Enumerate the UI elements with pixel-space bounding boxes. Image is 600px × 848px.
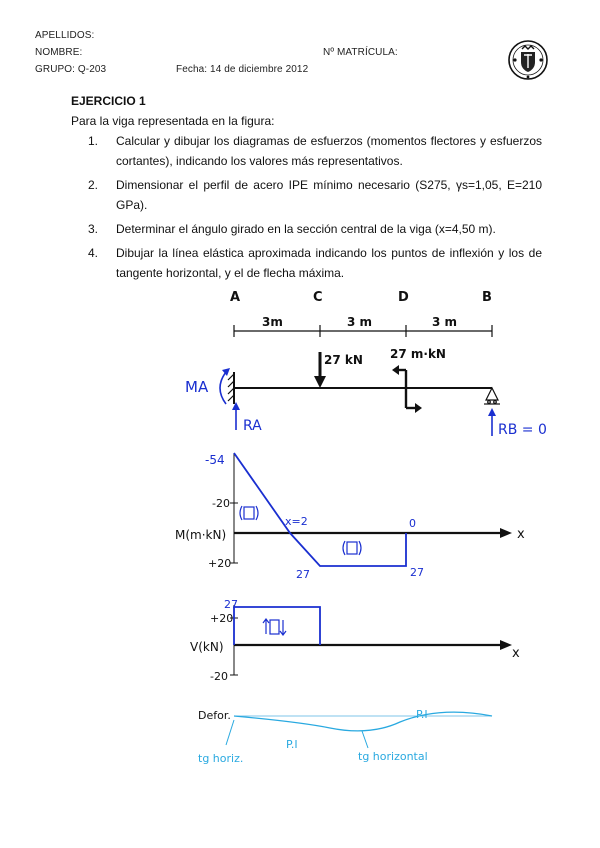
- span-label: 3m: [262, 315, 283, 329]
- reaction-a-label: RA: [243, 418, 262, 434]
- reaction-moment-arc: [220, 372, 226, 404]
- shear-diagram: [230, 605, 512, 675]
- exercise-title: EJERCICIO 1: [71, 94, 146, 108]
- note-pointer: [226, 720, 234, 745]
- point-label-a: A: [230, 290, 241, 305]
- matricula-label: Nº MATRÍCULA:: [323, 47, 398, 58]
- deformed-note: tg horizontal: [358, 750, 428, 763]
- nombre-label: NOMBRE:: [35, 47, 83, 58]
- moment-arrow-head: [392, 365, 399, 375]
- shear-axis-label: x: [512, 646, 520, 661]
- moment-tick-label: +20: [208, 557, 232, 570]
- deformed-note: tg horiz.: [198, 752, 244, 765]
- task-list: [88, 131, 542, 287]
- point-label-d: D: [398, 290, 409, 305]
- point-label-b: B: [482, 290, 492, 305]
- shear-diagram-label: V(kN): [190, 640, 224, 654]
- moment-value-label: 27: [296, 568, 310, 581]
- fecha-label: Fecha: 14 de diciembre 2012: [176, 64, 309, 75]
- moment-value-label: -54: [205, 453, 225, 467]
- moment-arrow-head: [415, 403, 422, 413]
- moment-value-label: 0: [409, 517, 416, 530]
- deformed-label: Defor.: [198, 709, 231, 722]
- load-moment-label: 27 m·kN: [390, 347, 446, 361]
- shear-value-label: 27: [224, 598, 238, 611]
- span-label: 3 m: [432, 315, 458, 329]
- moment-tick-label: -20: [212, 497, 230, 510]
- grupo-label: GRUPO: Q-203: [35, 64, 107, 75]
- apellidos-label: APELLIDOS:: [35, 30, 95, 41]
- university-crest-logo: [506, 38, 550, 82]
- roller-support-b: [484, 388, 500, 404]
- point-label-c: C: [313, 290, 323, 305]
- deformed-note: P.I: [416, 708, 428, 721]
- bending-sign-icon: [240, 506, 361, 555]
- moment-diagram-label: M(m·kN): [175, 528, 227, 542]
- span-label: 3 m: [347, 315, 373, 329]
- task-item: 3. Determinar el ángulo girado en la sección central de la viga (x=4,50 m).: [88, 222, 496, 236]
- reaction-b-label: RB = 0: [498, 422, 547, 438]
- moment-value-label: 27: [410, 566, 424, 579]
- exercise-intro: Para la viga representada en la figura:: [71, 114, 275, 128]
- moment-value-label: x=2: [285, 515, 308, 528]
- deformed-note: P.I: [286, 738, 298, 751]
- shear-tick-label: +20: [210, 612, 234, 625]
- load-force-label: 27 kN: [324, 353, 363, 367]
- elastic-curve: [234, 712, 492, 731]
- fixed-support-a: [228, 372, 234, 404]
- task-item: 1. Calcular y dibujar los diagramas de esfuerzos (momentos flectores y esfuerzos cortantes), indicando los valores más representativos.: [88, 134, 542, 168]
- task-item: 4. Dibujar la línea elástica aproximada indicando los puntos de inflexión y los de tangente horizontal, y el de flecha máxima.: [88, 246, 542, 280]
- moment-axis-label: x: [517, 527, 525, 542]
- reaction-moment-label: MA: [185, 378, 209, 396]
- note-pointer: [362, 731, 368, 748]
- reaction-arrow-head: [488, 408, 496, 416]
- shear-sign-icon: [263, 619, 286, 635]
- task-item: 2. Dimensionar el perfil de acero IPE mínimo necesario (S275, γs=1,05, E=210 GPa).: [88, 178, 542, 212]
- beam-figure: [0, 270, 600, 810]
- shear-tick-label: -20: [210, 670, 228, 683]
- moment-diagram: [230, 453, 512, 566]
